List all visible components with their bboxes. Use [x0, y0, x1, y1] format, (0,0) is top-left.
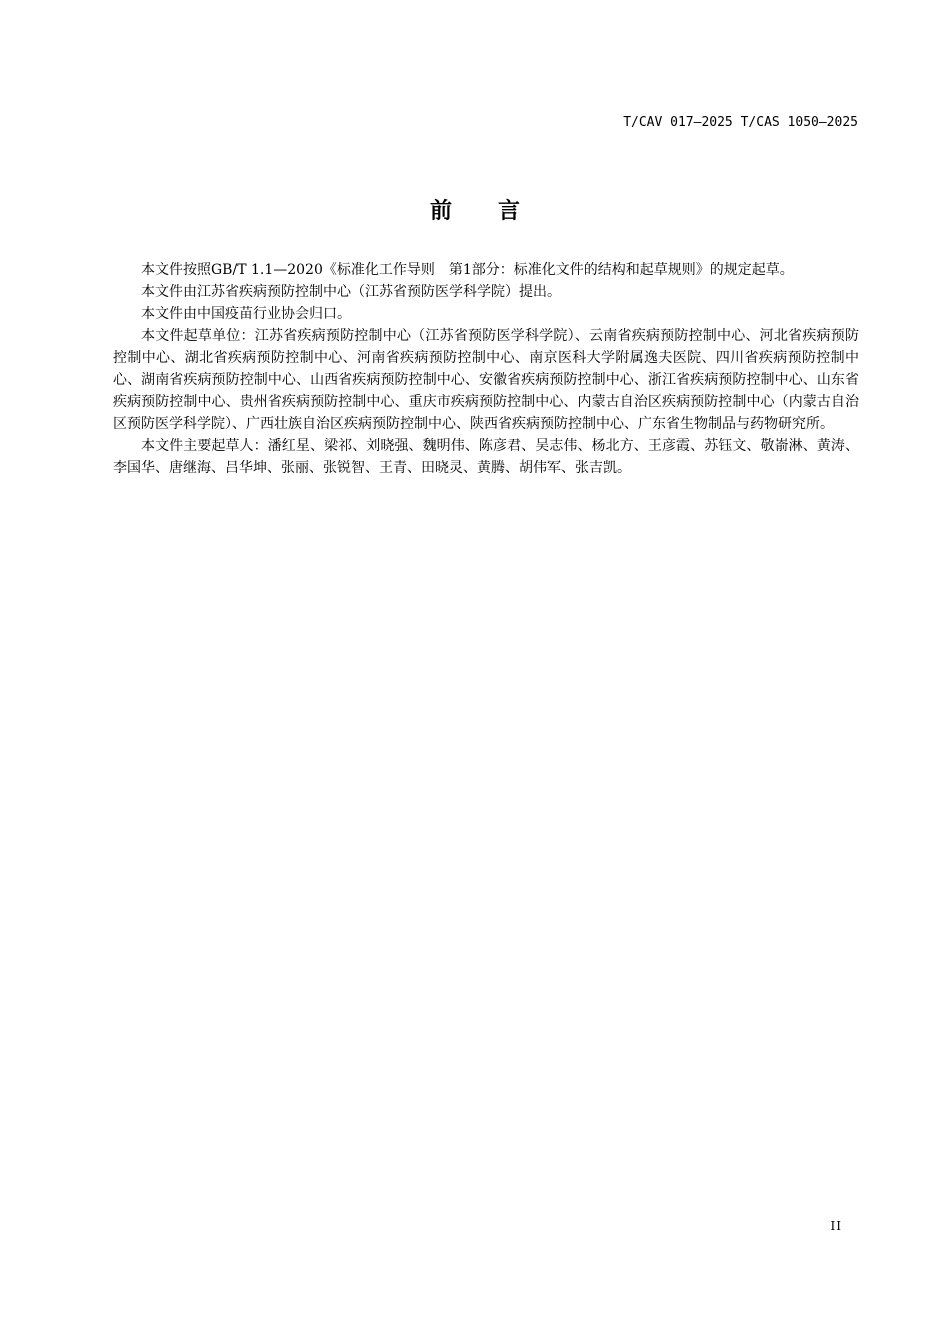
paragraph-main-drafters: 本文件主要起草人：潘红星、梁祁、刘晓强、魏明伟、陈彦君、吴志伟、杨北方、王彦霞、苏钰文、敬嵛淋、黄涛、李国华、唐继海、吕华坤、张丽、张锐智、王青、田晓灵、黄腾、胡伟军、张吉凯。	[113, 438, 859, 476]
page-number: II	[830, 1219, 842, 1233]
page-title-char-1: 前	[429, 199, 452, 224]
page-title	[0, 194, 950, 225]
paragraph-drafting-units: 本文件起草单位：江苏省疾病预防控制中心（江苏省预防医学科学院）、云南省疾病预防控制中心、河北省疾病预防控制中心、湖北省疾病预防控制中心、河南省疾病预防控制中心、南京医科大学附属逸夫医院、四川省疾病预防控制中心、湖南省疾病预防控制中心、山西省疾病预防控制中心、安徽省疾病预防控制中心、浙江省疾病预防控制中心、山东省疾病预防控制中心、贵州省疾病预防控制中心、重庆市疾病预防控制中心、内蒙古自治区疾病预防控制中心（内蒙古自治区预防医学科学院）、广西壮族自治区疾病预防控制中心、陕西省疾病预防控制中心、广东省生物制品与药物研究所。	[113, 328, 859, 432]
paragraph-centralized-unit: 本文件由中国疫苗行业协会归口。	[141, 306, 351, 322]
paragraph-drafting-rules: 本文件按照GB/T 1.1—2020《标准化工作导则 第1部分：标准化文件的结构和起草规则》的规定起草。	[141, 262, 794, 278]
paragraph-proposer: 本文件由江苏省疾病预防控制中心（江苏省预防医学科学院）提出。	[141, 284, 561, 300]
document-number: T/CAV 017—2025 T/CAS 1050—2025	[623, 115, 858, 130]
foreword-body	[113, 259, 859, 479]
page-title-char-2: 言	[498, 199, 521, 224]
